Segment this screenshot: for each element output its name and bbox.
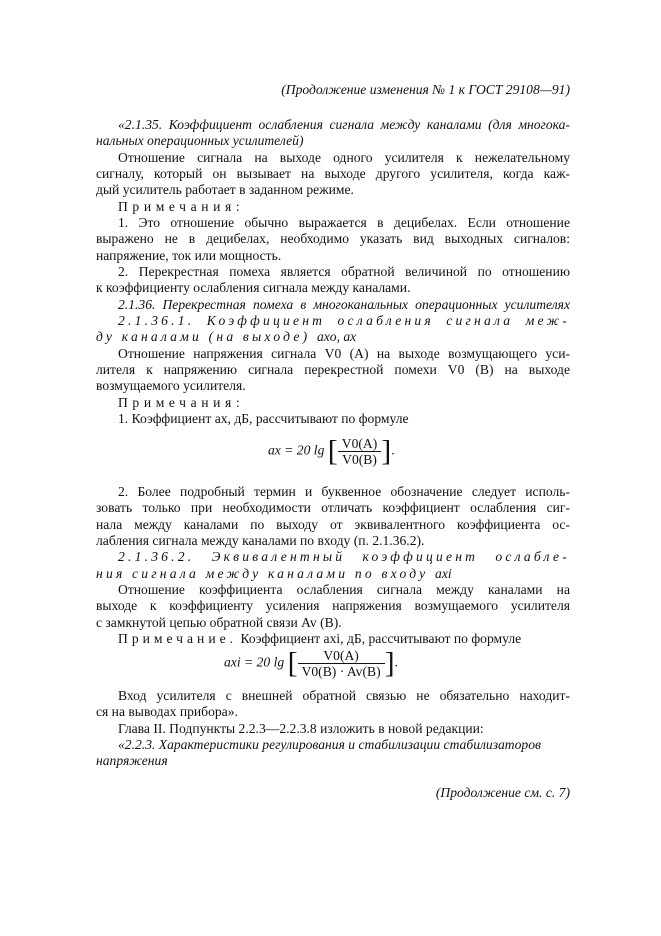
text-line: выражено не в децибелах, необходимо указать вид выходных сигналов: — [96, 231, 570, 246]
text-line: Вход усилителя с внешней обратной связью не обязательно находит- — [118, 688, 570, 703]
text-line: Отношение коэффициента ослабления сигнала между каналами на — [118, 582, 570, 597]
text-line: сигналу, который он вызывает на выходе другого усилителя, когда каж- — [96, 166, 570, 181]
numerator: V0(A) — [298, 648, 385, 664]
page-header: (Продолжение изменения № 1 к ГОСТ 29108—91) — [281, 82, 570, 97]
term-line: 2.1.36.2. Эквивалентный коэффициент ослабле- — [118, 549, 570, 564]
formula-ax: ax = 20 lg [ $\frac{V0(A)}{V0(B)}$ ]. — [268, 434, 395, 468]
text-line: к коэффициенту ослабления сигнала между каналами. — [96, 280, 411, 295]
term-symbol: axo, ax — [316, 329, 357, 344]
bracket-right: ] — [381, 434, 392, 468]
text-line: дый усилитель работает в заданном режиме. — [96, 182, 354, 197]
note-line — [118, 631, 570, 648]
formula-lhs: ax = 20 lg — [268, 442, 325, 458]
term-text: ду каналами (на выходе) — [96, 329, 317, 344]
formula-axi: axi = 20 lg [ $\frac{V0(A)}{V0(B) \cdot Av(B)}$ ]. — [224, 646, 399, 680]
term-text: ния сигнала между каналами по входу — [96, 566, 436, 581]
bracket-left: [ — [287, 646, 298, 680]
notes-heading: Примечания: — [118, 395, 245, 410]
text-line: нальных операционных усилителей) — [96, 133, 304, 148]
note-label: Примечание. — [118, 631, 238, 646]
bracket-left: [ — [327, 434, 338, 468]
text-line: 1. Коэффициент ax, дБ, рассчитывают по формуле — [118, 411, 409, 426]
text-line: «2.2.3. Характеристики регулирования и стабилизации стабилизаторов — [118, 737, 541, 752]
section-heading: 2.1.36. Перекрестная помеха в многоканальных операционных усилителях — [118, 297, 570, 312]
text-line: зовать только при необходимости отличать коэффициент ослабления сиг- — [96, 500, 570, 515]
fraction — [298, 648, 385, 679]
fraction — [338, 436, 382, 467]
page-footer: (Продолжение см. с. 7) — [435, 785, 570, 800]
denominator: V0(B) · Av(B) — [301, 664, 381, 679]
text-line: 2. Более подробный термин и буквенное обозначение следует исполь- — [118, 484, 570, 499]
term-line: 2.1.36.1. Коэффициент ослабления сигнала меж- — [118, 313, 570, 328]
numerator: V0(A) — [338, 436, 382, 452]
denominator: V0(B) — [342, 452, 377, 467]
text-line: Глава II. Подпункты 2.2.3—2.2.3.8 изложить в новой редакции: — [118, 721, 484, 736]
text-line: напряжения — [96, 753, 168, 768]
text-line: с замкнутой цепью обратной связи Av (B). — [96, 615, 342, 630]
text-line: нала между каналами по выходу от эквивалентного коэффициента ос- — [96, 517, 570, 532]
text-line: ся на выводах прибора». — [96, 704, 238, 719]
text-line: Отношение напряжения сигнала V0 (A) на выходе возмущающего уси- — [118, 346, 570, 361]
text-line: лабления сигнала между каналами по входу (п. 2.1.36.2). — [96, 533, 425, 548]
text-line: выходе к коэффициенту усиления напряжения возмущаемого усилителя — [96, 598, 570, 613]
formula-lhs: axi = 20 lg — [224, 654, 285, 670]
notes-heading: Примечания: — [118, 199, 245, 214]
term-symbol: axi — [435, 566, 452, 581]
text-line: возмущаемого усилителя. — [96, 378, 246, 393]
text-line: 1. Это отношение обычно выражается в децибелах. Если отношение — [118, 215, 570, 230]
bracket-right: ] — [384, 646, 395, 680]
text-line: 2. Перекрестная помеха является обратной величиной по отношению — [118, 264, 570, 279]
term-line — [96, 329, 570, 346]
text-line: Отношение сигнала на выходе одного усилителя к нежелательному — [118, 150, 570, 165]
text-line: «2.1.35. Коэффициент ослабления сигнала между каналами (для многока- — [118, 117, 570, 132]
note-text: Коэффициент axi, дБ, рассчитывают по формуле — [237, 631, 522, 646]
term-line — [96, 566, 570, 583]
text-line: напряжение, ток или мощность. — [96, 248, 282, 263]
text-line: лителя к напряжению сигнала перекрестной помехи V0 (B) на выходе — [96, 362, 570, 377]
